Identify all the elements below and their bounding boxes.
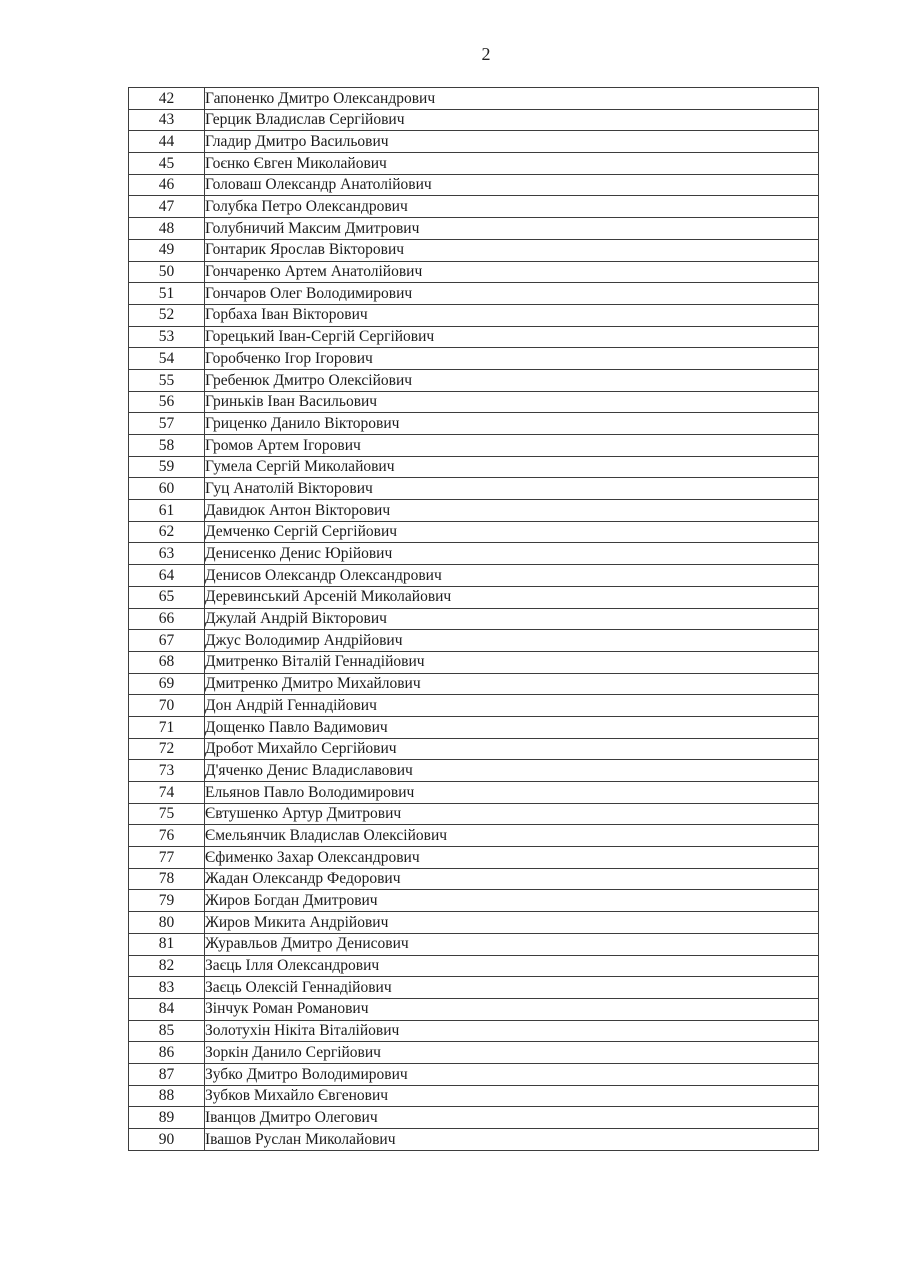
row-number: 49	[129, 239, 205, 261]
row-number: 67	[129, 630, 205, 652]
row-number: 51	[129, 283, 205, 305]
row-name: Джулай Андрій Вікторович	[205, 608, 819, 630]
row-name: Денисов Олександр Олександрович	[205, 565, 819, 587]
row-number: 75	[129, 803, 205, 825]
table-row	[129, 716, 819, 738]
row-name: Гончаров Олег Володимирович	[205, 283, 819, 305]
row-number: 46	[129, 174, 205, 196]
row-name: Євтушенко Артур Дмитрович	[205, 803, 819, 825]
row-number: 64	[129, 565, 205, 587]
table-row	[129, 413, 819, 435]
row-name: Герцик Владислав Сергійович	[205, 109, 819, 131]
row-number: 90	[129, 1129, 205, 1151]
row-name: Гладир Дмитро Васильович	[205, 131, 819, 153]
row-number: 88	[129, 1085, 205, 1107]
row-number: 57	[129, 413, 205, 435]
table-row	[129, 218, 819, 240]
row-name: Давидюк Антон Вікторович	[205, 500, 819, 522]
row-name: Дробот Михайло Сергійович	[205, 738, 819, 760]
row-number: 68	[129, 651, 205, 673]
row-name: Голубничий Максим Дмитрович	[205, 218, 819, 240]
row-number: 80	[129, 912, 205, 934]
row-name: Гриценко Данило Вікторович	[205, 413, 819, 435]
table-row	[129, 586, 819, 608]
row-number: 55	[129, 369, 205, 391]
row-number: 53	[129, 326, 205, 348]
table-row	[129, 391, 819, 413]
table-row	[129, 304, 819, 326]
row-name: Зоркін Данило Сергійович	[205, 1042, 819, 1064]
table-row	[129, 933, 819, 955]
row-name: Гончаренко Артем Анатолійович	[205, 261, 819, 283]
row-number: 62	[129, 521, 205, 543]
page-number: 2	[481, 44, 491, 64]
row-name: Заєць Ілля Олександрович	[205, 955, 819, 977]
table-row	[129, 912, 819, 934]
row-number: 50	[129, 261, 205, 283]
table-row	[129, 500, 819, 522]
row-name: Жиров Микита Андрійович	[205, 912, 819, 934]
row-name: Горецький Іван-Сергій Сергійович	[205, 326, 819, 348]
row-name: Дмитренко Віталій Геннадійович	[205, 651, 819, 673]
row-number: 43	[129, 109, 205, 131]
table-row	[129, 803, 819, 825]
row-name: Гапоненко Дмитро Олександрович	[205, 88, 819, 110]
table-row	[129, 695, 819, 717]
row-number: 65	[129, 586, 205, 608]
row-name: Джус Володимир Андрійович	[205, 630, 819, 652]
row-number: 69	[129, 673, 205, 695]
row-number: 83	[129, 977, 205, 999]
row-number: 42	[129, 88, 205, 110]
row-number: 63	[129, 543, 205, 565]
table-row	[129, 326, 819, 348]
row-number: 81	[129, 933, 205, 955]
row-number: 54	[129, 348, 205, 370]
row-name: Дощенко Павло Вадимович	[205, 716, 819, 738]
row-number: 84	[129, 998, 205, 1020]
row-name: Демченко Сергій Сергійович	[205, 521, 819, 543]
table-row	[129, 283, 819, 305]
row-name: Горобченко Ігор Ігорович	[205, 348, 819, 370]
table-row	[129, 608, 819, 630]
row-number: 61	[129, 500, 205, 522]
table-row	[129, 88, 819, 110]
row-name: Гонтарик Ярослав Вікторович	[205, 239, 819, 261]
row-name: Громов Артем Ігорович	[205, 435, 819, 457]
table-row	[129, 630, 819, 652]
row-name: Журавльов Дмитро Денисович	[205, 933, 819, 955]
row-number: 70	[129, 695, 205, 717]
table-row	[129, 196, 819, 218]
table-row	[129, 1129, 819, 1151]
row-number: 58	[129, 435, 205, 457]
table-row	[129, 825, 819, 847]
table-row	[129, 478, 819, 500]
table-row	[129, 1085, 819, 1107]
row-number: 66	[129, 608, 205, 630]
row-name: Дмитренко Дмитро Михайлович	[205, 673, 819, 695]
names-table-body	[129, 88, 819, 1151]
row-name: Дон Андрій Геннадійович	[205, 695, 819, 717]
table-row	[129, 868, 819, 890]
row-number: 87	[129, 1063, 205, 1085]
row-name: Денисенко Денис Юрійович	[205, 543, 819, 565]
row-number: 76	[129, 825, 205, 847]
row-name: Жадан Олександр Федорович	[205, 868, 819, 890]
row-number: 89	[129, 1107, 205, 1129]
names-table	[128, 87, 819, 1151]
row-name: Горбаха Іван Вікторович	[205, 304, 819, 326]
row-number: 48	[129, 218, 205, 240]
table-row	[129, 435, 819, 457]
table-row	[129, 109, 819, 131]
row-number: 82	[129, 955, 205, 977]
row-number: 78	[129, 868, 205, 890]
row-number: 85	[129, 1020, 205, 1042]
row-name: Ельянов Павло Володимирович	[205, 782, 819, 804]
row-number: 45	[129, 153, 205, 175]
row-name: Головаш Олександр Анатолійович	[205, 174, 819, 196]
row-number: 56	[129, 391, 205, 413]
table-row	[129, 261, 819, 283]
table-row	[129, 760, 819, 782]
row-name: Зубко Дмитро Володимирович	[205, 1063, 819, 1085]
row-name: Д'яченко Денис Владиславович	[205, 760, 819, 782]
row-name: Єфименко Захар Олександрович	[205, 847, 819, 869]
table-row	[129, 174, 819, 196]
row-number: 73	[129, 760, 205, 782]
row-number: 74	[129, 782, 205, 804]
table-row	[129, 543, 819, 565]
table-row	[129, 153, 819, 175]
row-name: Жиров Богдан Дмитрович	[205, 890, 819, 912]
row-name: Івашов Руслан Миколайович	[205, 1129, 819, 1151]
row-name: Зубков Михайло Євгенович	[205, 1085, 819, 1107]
table-row	[129, 1020, 819, 1042]
row-name: Ємельянчик Владислав Олексійович	[205, 825, 819, 847]
table-row	[129, 673, 819, 695]
table-row	[129, 890, 819, 912]
table-row	[129, 131, 819, 153]
table-row	[129, 782, 819, 804]
table-row	[129, 348, 819, 370]
row-name: Гребенюк Дмитро Олексійович	[205, 369, 819, 391]
row-name: Гуц Анатолій Вікторович	[205, 478, 819, 500]
table-row	[129, 998, 819, 1020]
table-row	[129, 565, 819, 587]
table-row	[129, 521, 819, 543]
row-number: 59	[129, 456, 205, 478]
table-row	[129, 239, 819, 261]
table-row	[129, 847, 819, 869]
table-row	[129, 955, 819, 977]
row-number: 72	[129, 738, 205, 760]
table-row	[129, 456, 819, 478]
row-name: Заєць Олексій Геннадійович	[205, 977, 819, 999]
row-number: 44	[129, 131, 205, 153]
table-row	[129, 1107, 819, 1129]
row-name: Іванцов Дмитро Олегович	[205, 1107, 819, 1129]
row-number: 47	[129, 196, 205, 218]
table-row	[129, 738, 819, 760]
row-name: Гоєнко Євген Миколайович	[205, 153, 819, 175]
row-name: Золотухін Нікіта Віталійович	[205, 1020, 819, 1042]
table-row	[129, 651, 819, 673]
row-name: Гриньків Іван Васильович	[205, 391, 819, 413]
row-name: Гумела Сергій Миколайович	[205, 456, 819, 478]
row-number: 77	[129, 847, 205, 869]
row-number: 86	[129, 1042, 205, 1064]
row-number: 71	[129, 716, 205, 738]
row-name: Голубка Петро Олександрович	[205, 196, 819, 218]
table-row	[129, 1042, 819, 1064]
table-row	[129, 977, 819, 999]
table-row	[129, 1063, 819, 1085]
row-name: Деревинський Арсеній Миколайович	[205, 586, 819, 608]
row-name: Зінчук Роман Романович	[205, 998, 819, 1020]
table-row	[129, 369, 819, 391]
row-number: 79	[129, 890, 205, 912]
row-number: 60	[129, 478, 205, 500]
row-number: 52	[129, 304, 205, 326]
